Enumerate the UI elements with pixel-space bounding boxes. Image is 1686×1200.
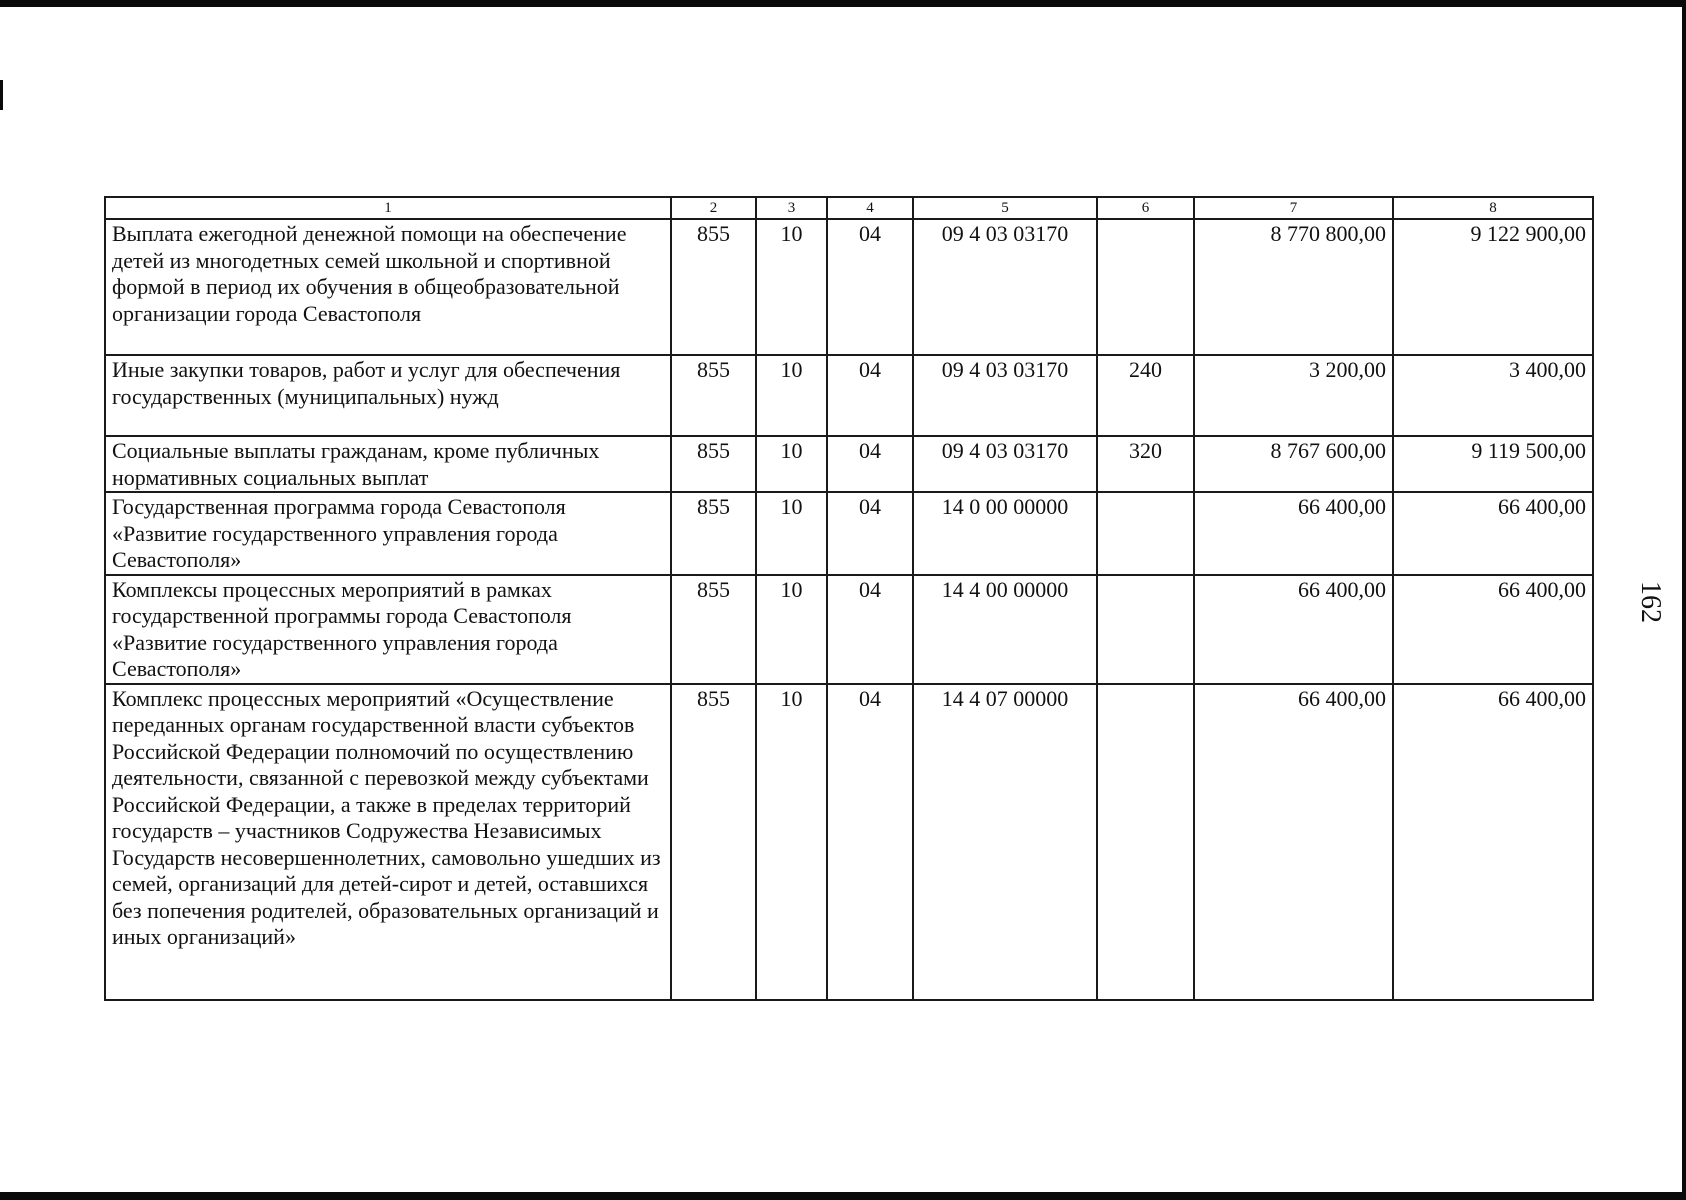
row-cell-8: 3 400,00 bbox=[1393, 355, 1593, 436]
header-row bbox=[105, 197, 1593, 219]
scan-border-right bbox=[1682, 0, 1686, 1200]
row-cell-6: 320 bbox=[1097, 436, 1194, 492]
row-cell-2: 855 bbox=[671, 436, 756, 492]
row-cell-7: 66 400,00 bbox=[1194, 575, 1393, 684]
header-cell-1: 1 bbox=[105, 197, 671, 219]
row-cell-3: 10 bbox=[756, 492, 827, 575]
row-cell-6 bbox=[1097, 492, 1194, 575]
row-cell-2: 855 bbox=[671, 492, 756, 575]
row-cell-7: 3 200,00 bbox=[1194, 355, 1393, 436]
row-cell-4: 04 bbox=[827, 355, 913, 436]
row-cell-3: 10 bbox=[756, 219, 827, 355]
table-row bbox=[105, 436, 1593, 492]
row-cell-6 bbox=[1097, 575, 1194, 684]
row-cell-8: 9 119 500,00 bbox=[1393, 436, 1593, 492]
row-name-cell: Социальные выплаты гражданам, кроме публичных нормативных социальных выплат bbox=[105, 436, 671, 492]
row-cell-4: 04 bbox=[827, 575, 913, 684]
header-cell-5: 5 bbox=[913, 197, 1097, 219]
row-cell-4: 04 bbox=[827, 684, 913, 1000]
row-cell-5: 09 4 03 03170 bbox=[913, 436, 1097, 492]
row-name-cell: Комплексы процессных мероприятий в рамках государственной программы города Севастополя «Развитие государственного управления города Севастополя» bbox=[105, 575, 671, 684]
row-cell-8: 66 400,00 bbox=[1393, 684, 1593, 1000]
row-cell-3: 10 bbox=[756, 436, 827, 492]
row-cell-4: 04 bbox=[827, 492, 913, 575]
row-cell-2: 855 bbox=[671, 355, 756, 436]
header-cell-3: 3 bbox=[756, 197, 827, 219]
table-row bbox=[105, 355, 1593, 436]
row-cell-3: 10 bbox=[756, 355, 827, 436]
row-cell-8: 66 400,00 bbox=[1393, 492, 1593, 575]
scan-border-bottom bbox=[0, 1192, 1686, 1200]
row-cell-7: 8 767 600,00 bbox=[1194, 436, 1393, 492]
row-cell-5: 14 4 07 00000 bbox=[913, 684, 1097, 1000]
header-cell-2: 2 bbox=[671, 197, 756, 219]
row-name-cell: Выплата ежегодной денежной помощи на обеспечение детей из многодетных семей школьной и спортивной формой в период их обучения в общеобразовательной организации города Севастополя bbox=[105, 219, 671, 355]
table-row bbox=[105, 684, 1593, 1000]
row-cell-6: 240 bbox=[1097, 355, 1194, 436]
row-cell-2: 855 bbox=[671, 575, 756, 684]
budget-table bbox=[104, 196, 1594, 1001]
row-cell-3: 10 bbox=[756, 575, 827, 684]
header-cell-8: 8 bbox=[1393, 197, 1593, 219]
page-number: 162 bbox=[1635, 581, 1666, 623]
header-cell-4: 4 bbox=[827, 197, 913, 219]
scan-border-left bbox=[0, 80, 3, 110]
row-cell-6 bbox=[1097, 684, 1194, 1000]
row-cell-3: 10 bbox=[756, 684, 827, 1000]
header-cell-6: 6 bbox=[1097, 197, 1194, 219]
header-cell-7: 7 bbox=[1194, 197, 1393, 219]
row-cell-8: 66 400,00 bbox=[1393, 575, 1593, 684]
table-row bbox=[105, 219, 1593, 355]
row-cell-4: 04 bbox=[827, 219, 913, 355]
row-name-cell: Государственная программа города Севастополя «Развитие государственного управления города Севастополя» bbox=[105, 492, 671, 575]
row-cell-7: 8 770 800,00 bbox=[1194, 219, 1393, 355]
row-cell-8: 9 122 900,00 bbox=[1393, 219, 1593, 355]
scan-border-top bbox=[0, 0, 1686, 7]
row-cell-5: 14 4 00 00000 bbox=[913, 575, 1097, 684]
table-row bbox=[105, 492, 1593, 575]
row-name-cell: Комплекс процессных мероприятий «Осуществление переданных органам государственной власти субъектов Российской Федерации полномочий по осуществлению деятельности, связанной с перевозкой между субъектами Российской Федерации, а также в пределах территорий государств – участников Содружества Независимых Государств несовершеннолетних, самовольно ушедших из семей, организаций для детей-сирот и детей, оставшихся без попечения родителей, образовательных организаций и иных организаций» bbox=[105, 684, 671, 1000]
row-cell-2: 855 bbox=[671, 684, 756, 1000]
row-cell-4: 04 bbox=[827, 436, 913, 492]
row-cell-7: 66 400,00 bbox=[1194, 492, 1393, 575]
row-cell-2: 855 bbox=[671, 219, 756, 355]
row-cell-5: 14 0 00 00000 bbox=[913, 492, 1097, 575]
table-row bbox=[105, 575, 1593, 684]
row-cell-5: 09 4 03 03170 bbox=[913, 219, 1097, 355]
row-cell-7: 66 400,00 bbox=[1194, 684, 1393, 1000]
row-name-cell: Иные закупки товаров, работ и услуг для обеспечения государственных (муниципальных) нужд bbox=[105, 355, 671, 436]
row-cell-6 bbox=[1097, 219, 1194, 355]
row-cell-5: 09 4 03 03170 bbox=[913, 355, 1097, 436]
